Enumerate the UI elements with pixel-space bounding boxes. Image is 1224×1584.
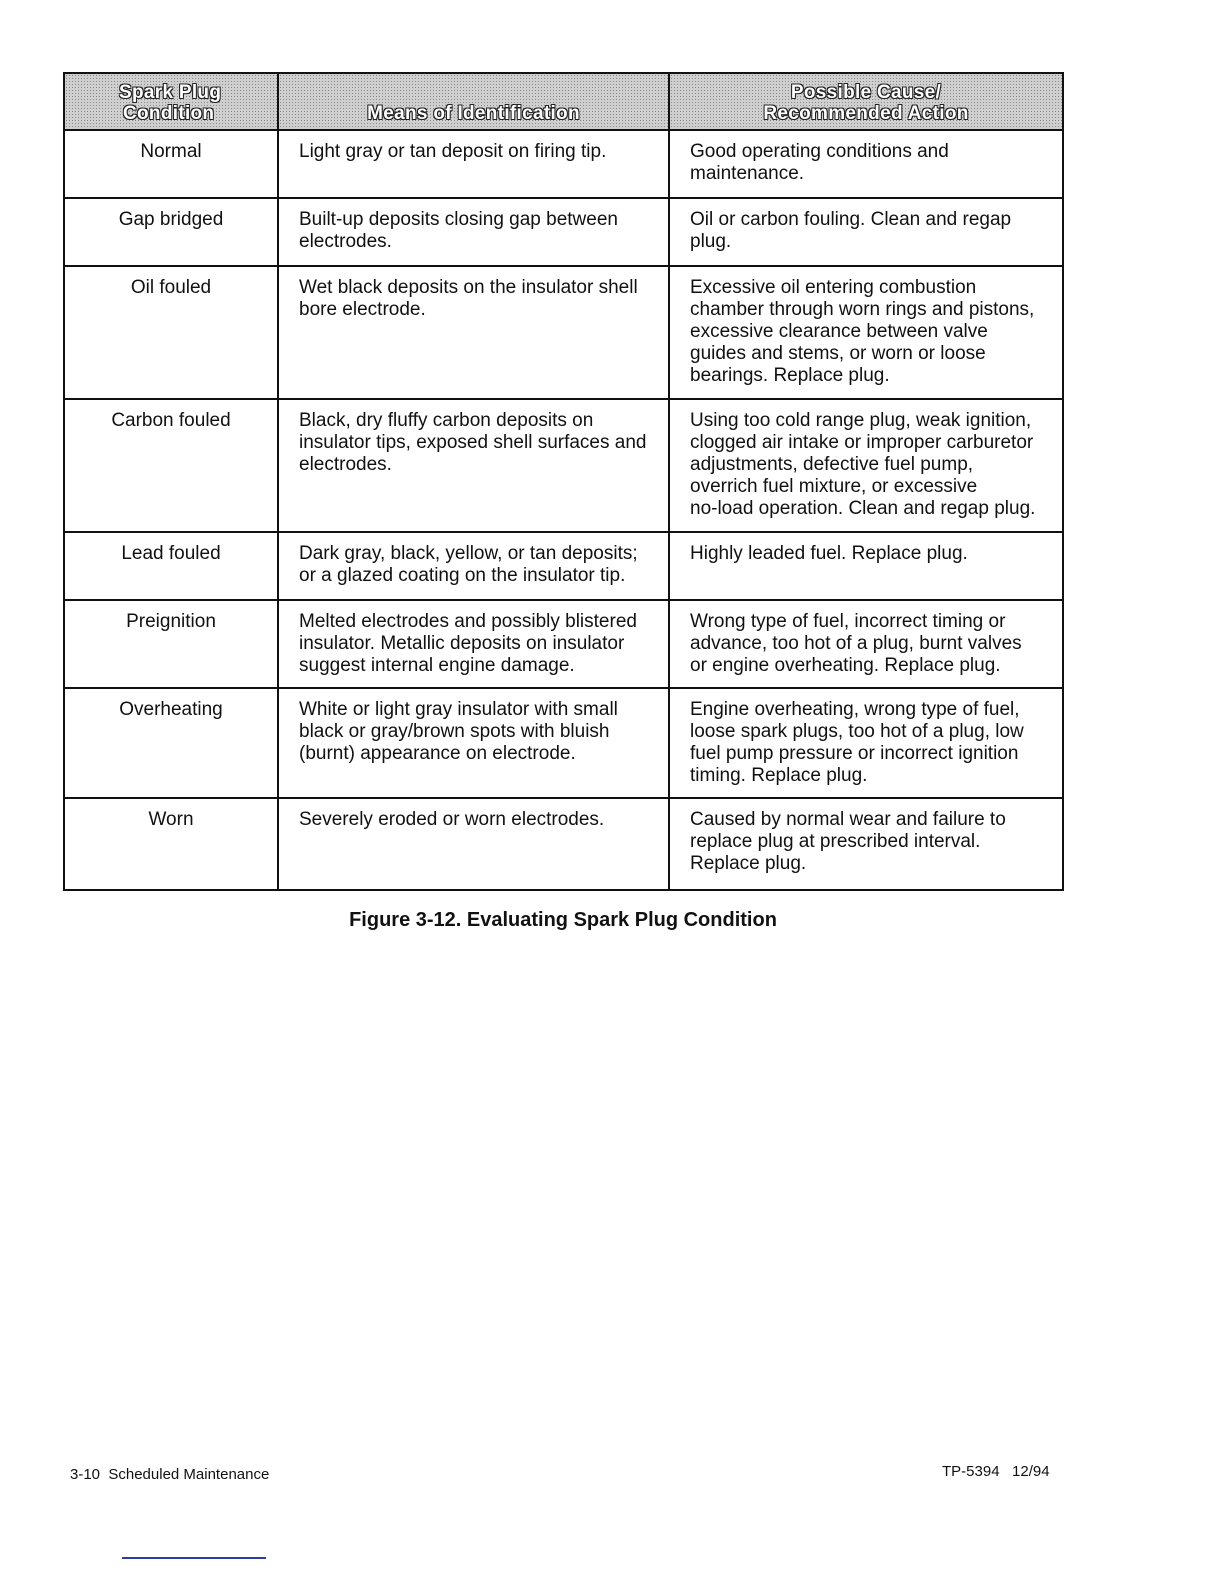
- means-line: Severely eroded or worn electrodes.: [299, 809, 605, 830]
- condition-cell: [64, 600, 278, 688]
- cause-line: excessive clearance between valve: [690, 321, 988, 342]
- figure-caption: Figure 3-12. Evaluating Spark Plug Condition: [349, 909, 777, 931]
- cause-cell: [669, 266, 1063, 399]
- means-line: suggest internal engine damage.: [299, 655, 575, 676]
- cause-line: chamber through worn rings and pistons,: [690, 299, 1035, 320]
- means-line: Light gray or tan deposit on firing tip.: [299, 141, 607, 162]
- condition-cell: [64, 798, 278, 890]
- condition-label: Overheating: [119, 699, 223, 720]
- cause-line: Using too cold range plug, weak ignition,: [690, 410, 1032, 431]
- cause-line: loose spark plugs, too hot of a plug, low: [690, 721, 1024, 742]
- means-cell: [278, 798, 669, 890]
- table-header-row: [64, 73, 1063, 130]
- means-cell: [278, 266, 669, 399]
- means-line: Built-up deposits closing gap between: [299, 209, 618, 230]
- cause-line: overrich fuel mixture, or excessive: [690, 476, 978, 497]
- condition-label: Normal: [140, 141, 202, 162]
- means-line: black or gray/brown spots with bluish: [299, 721, 610, 742]
- cause-line: bearings. Replace plug.: [690, 365, 890, 386]
- footer-rule: [122, 1557, 266, 1559]
- cause-line: or engine overheating. Replace plug.: [690, 655, 1001, 676]
- table-row: [64, 198, 1063, 266]
- means-line: Dark gray, black, yellow, or tan deposits;: [299, 543, 638, 564]
- table-row: [64, 399, 1063, 532]
- cause-line: no-load operation. Clean and regap plug.: [690, 498, 1036, 519]
- cause-line: Caused by normal wear and failure to: [690, 809, 1006, 830]
- means-line: Black, dry fluffy carbon deposits on: [299, 410, 594, 431]
- means-line: electrodes.: [299, 454, 392, 475]
- cause-cell: [669, 198, 1063, 266]
- cause-line: clogged air intake or improper carburetor: [690, 432, 1034, 453]
- cause-cell: [669, 399, 1063, 532]
- cause-line: maintenance.: [690, 163, 805, 184]
- header-cause-line1: Possible Cause/: [790, 82, 942, 103]
- means-cell: [278, 600, 669, 688]
- means-line: (burnt) appearance on electrode.: [299, 743, 576, 764]
- cause-cell: [669, 532, 1063, 600]
- condition-cell: [64, 688, 278, 798]
- means-line: Wet black deposits on the insulator shell: [299, 277, 638, 298]
- condition-label: Gap bridged: [118, 209, 224, 230]
- header-cause-line2: Recommended Action: [763, 103, 969, 124]
- cause-line: fuel pump pressure or incorrect ignition: [690, 743, 1019, 764]
- header-condition-line1: Spark Plug: [119, 82, 222, 103]
- footer-document-id: TP-5394 12/94: [942, 1463, 1050, 1480]
- table-row: [64, 266, 1063, 399]
- condition-label: Lead fouled: [121, 543, 221, 564]
- condition-cell: [64, 266, 278, 399]
- header-condition: [64, 73, 278, 130]
- means-line: or a glazed coating on the insulator tip.: [299, 565, 626, 586]
- cause-line: Good operating conditions and: [690, 141, 949, 162]
- table-row: [64, 798, 1063, 890]
- condition-cell: [64, 399, 278, 532]
- cause-line: Oil or carbon fouling. Clean and regap: [690, 209, 1012, 230]
- table-row: [64, 130, 1063, 198]
- cause-cell: [669, 688, 1063, 798]
- condition-cell: [64, 532, 278, 600]
- cause-line: guides and stems, or worn or loose: [690, 343, 986, 364]
- cause-line: Highly leaded fuel. Replace plug.: [690, 543, 968, 564]
- cause-cell: [669, 600, 1063, 688]
- condition-cell: [64, 198, 278, 266]
- table-row: [64, 688, 1063, 798]
- spark-plug-condition-table: [63, 72, 1064, 891]
- footer-section-label: 3-10 Scheduled Maintenance: [70, 1466, 270, 1483]
- means-line: insulator. Metallic deposits on insulator: [299, 633, 625, 654]
- condition-label: Worn: [148, 809, 194, 830]
- cause-line: Excessive oil entering combustion: [690, 277, 977, 298]
- cause-line: replace plug at prescribed interval.: [690, 831, 981, 852]
- cause-line: Engine overheating, wrong type of fuel,: [690, 699, 1020, 720]
- means-line: bore electrode.: [299, 299, 426, 320]
- means-cell: [278, 198, 669, 266]
- cause-line: plug.: [690, 231, 732, 252]
- means-line: White or light gray insulator with small: [299, 699, 618, 720]
- header-condition-line2: Condition: [123, 103, 215, 124]
- header-cause: [669, 73, 1063, 130]
- condition-label: Carbon fouled: [111, 410, 231, 431]
- means-cell: [278, 399, 669, 532]
- condition-label: Preignition: [126, 611, 216, 632]
- cause-line: timing. Replace plug.: [690, 765, 868, 786]
- means-cell: [278, 532, 669, 600]
- cause-line: adjustments, defective fuel pump,: [690, 454, 974, 475]
- means-line: Melted electrodes and possibly blistered: [299, 611, 637, 632]
- table-row: [64, 532, 1063, 600]
- condition-label: Oil fouled: [130, 277, 212, 298]
- table-body: [64, 130, 1063, 890]
- condition-cell: [64, 130, 278, 198]
- means-line: insulator tips, exposed shell surfaces and: [299, 432, 647, 453]
- cause-line: Wrong type of fuel, incorrect timing or: [690, 611, 1006, 632]
- table-row: [64, 600, 1063, 688]
- means-line: electrodes.: [299, 231, 392, 252]
- cause-cell: [669, 798, 1063, 890]
- means-cell: [278, 688, 669, 798]
- cause-line: Replace plug.: [690, 853, 807, 874]
- header-means: [278, 73, 669, 130]
- cause-line: advance, too hot of a plug, burnt valves: [690, 633, 1022, 654]
- header-means-label: Means of Identification: [367, 103, 580, 124]
- means-cell: [278, 130, 669, 198]
- cause-cell: [669, 130, 1063, 198]
